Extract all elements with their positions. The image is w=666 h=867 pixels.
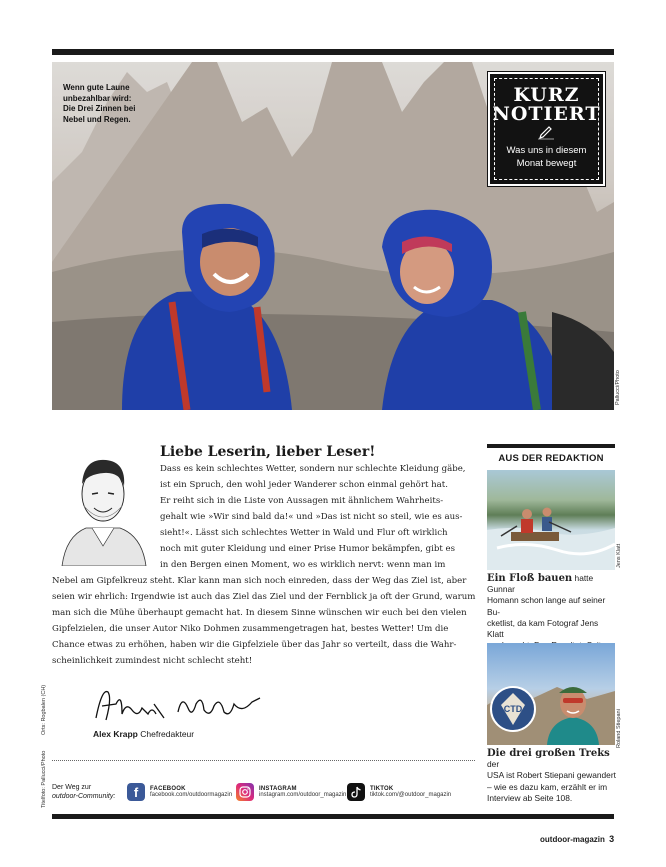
footer-page-number: 3 (609, 834, 615, 844)
social-intro-line-2: outdoor-Community: (52, 793, 116, 800)
caption-line: Nebel und Regen. (63, 114, 131, 124)
raft-photo-credit: Jens Klatt (616, 543, 622, 568)
hero-credit: Pallucci/Photo (615, 370, 621, 405)
sidebar-item1-line: Homann schon lange auf seiner Bu- (487, 595, 606, 617)
trail-patch-text: CTD (503, 704, 523, 714)
editorial-line: Nebel am Gipfelkreuz steht. Klar kann man sich noch einreden, dass der Weg das Ziel ist, aber (52, 576, 467, 586)
sidebar-item2-line: – wie es dazu kam, erzählt er im (487, 781, 608, 792)
top-rule (52, 49, 614, 55)
sidebar-item1-title: Ein Floß bauen (487, 573, 573, 584)
sidebar-top-rule (487, 444, 615, 448)
tiktok-link[interactable] (347, 783, 451, 801)
editorial-line: Gipfelzielen, die unser Autor Niko Dohmen zusammengetragen hat, bestes Wetter! Um die (52, 624, 449, 634)
instagram-url: instagram.com/outdoor_magazin (259, 792, 347, 798)
social-intro-line-1: Der Weg zur (52, 784, 92, 791)
caption-line: unbezahlbar wird: (63, 93, 132, 103)
facebook-icon: f (127, 783, 145, 801)
pencil-icon (538, 126, 554, 145)
hiker-photo (487, 643, 615, 745)
hero-caption (63, 83, 135, 125)
footer-magazine: outdoor-magazin (540, 835, 605, 844)
sidebar-header: AUS DER REDAKTION (498, 453, 604, 464)
instagram-link[interactable] (236, 783, 346, 801)
author-name: Alex Krapp (93, 729, 138, 739)
instagram-icon (236, 783, 254, 801)
caption-line: Die Drei Zinnen bei (63, 104, 136, 113)
editorial-line: sieht!«. Lässt sich schlechtes Wetter in Wald und Flur oft wirklich (160, 528, 448, 538)
instagram-label: INSTAGRAM (259, 786, 297, 792)
sidebar-item2-text (487, 748, 617, 804)
kurz-notiert-sub-2: Monat bewegt (516, 158, 577, 169)
raft-photo (487, 470, 615, 570)
facebook-label: FACEBOOK (150, 786, 186, 792)
editorial-line: gehalt wie »Wir sind bald da!« und »Das ist nicht so steil, wie es aus- (160, 512, 463, 522)
author-signature (92, 684, 272, 731)
caption-line: Wenn gute Laune (63, 83, 130, 92)
editorial-line: seien wir ehrlich: Irgendwie ist auch das Ziel das Ziel und der Fernblick ja oft der Grund, warum (52, 592, 476, 602)
sidebar-item2-line: Interview ab Seite 108. (487, 792, 573, 803)
author-role: Chefredakteur (140, 729, 195, 739)
editorial-line: Er reiht sich in die Liste von Aussagen mit ähnlichem Wahrheits- (160, 496, 444, 506)
sidebar-item1-line: cketlist, da kam Fotograf Jens Klatt (487, 617, 599, 640)
editorial-line: man sich die Mühe überhaupt gemacht hat. In diesem Sinne wünschen wir euch bei den vielen (52, 608, 467, 618)
sidebar-item2-line: der (487, 759, 500, 770)
author-credit (93, 729, 194, 739)
editorial-line: in den Bergen einen Moment, wo es wirklich nervt: wenn man im (160, 560, 446, 570)
sidebar-item2-line: USA ist Robert Stiepani gewandert (487, 770, 616, 781)
facebook-link[interactable] (127, 783, 232, 801)
tiktok-label: TIKTOK (370, 786, 394, 792)
author-portrait (54, 446, 152, 566)
editorial-line: noch mit guter Kleidung und einer Prise Humor bekämpfen, gibt es (160, 544, 456, 554)
bottom-rule (52, 814, 614, 819)
social-intro (52, 783, 115, 801)
facebook-url: facebook.com/outdoormagazin (150, 792, 233, 798)
tiktok-url: tiktok.com/@outdoor_magazin (370, 792, 452, 798)
editorial-line: scheinlichkeit zumindest nicht schlecht steht! (52, 656, 253, 666)
sidebar-item1-line: hatte Gunnar (487, 573, 594, 595)
kurz-notiert-sub-1: Was uns in diesem (506, 145, 587, 156)
sidebar-item2-title: Die drei großen Treks (487, 748, 610, 759)
editorial-line: Dass es kein schlechtes Wetter, sondern nur schlechte Kleidung gäbe, (160, 464, 466, 474)
orts-credit: Orts: Rogbalen (CH) (41, 684, 47, 735)
kurz-notiert-title-1: KURZ (513, 84, 580, 106)
hiker-photo-credit: Roland Stiepani (616, 709, 622, 748)
kurz-notiert-box (488, 72, 605, 186)
kurz-notiert-title-2: NOTIERT (492, 103, 601, 125)
editorial-line: ist ein Spruch, den wohl jeder Wanderer schon einmal gehört hat. (160, 480, 448, 490)
page-footer (540, 834, 614, 844)
editorial-line: Chance etwas zu erhöhen, haben wir die Gipfelziele über das Jahr so verteilt, dass die Wahr- (52, 640, 457, 650)
titelfoto-credit: Titelfoto: Pallucci/Photo (41, 750, 47, 808)
editorial-title: Liebe Leserin, lieber Leser! (160, 444, 376, 460)
tiktok-icon (347, 783, 365, 801)
social-divider (52, 760, 475, 761)
